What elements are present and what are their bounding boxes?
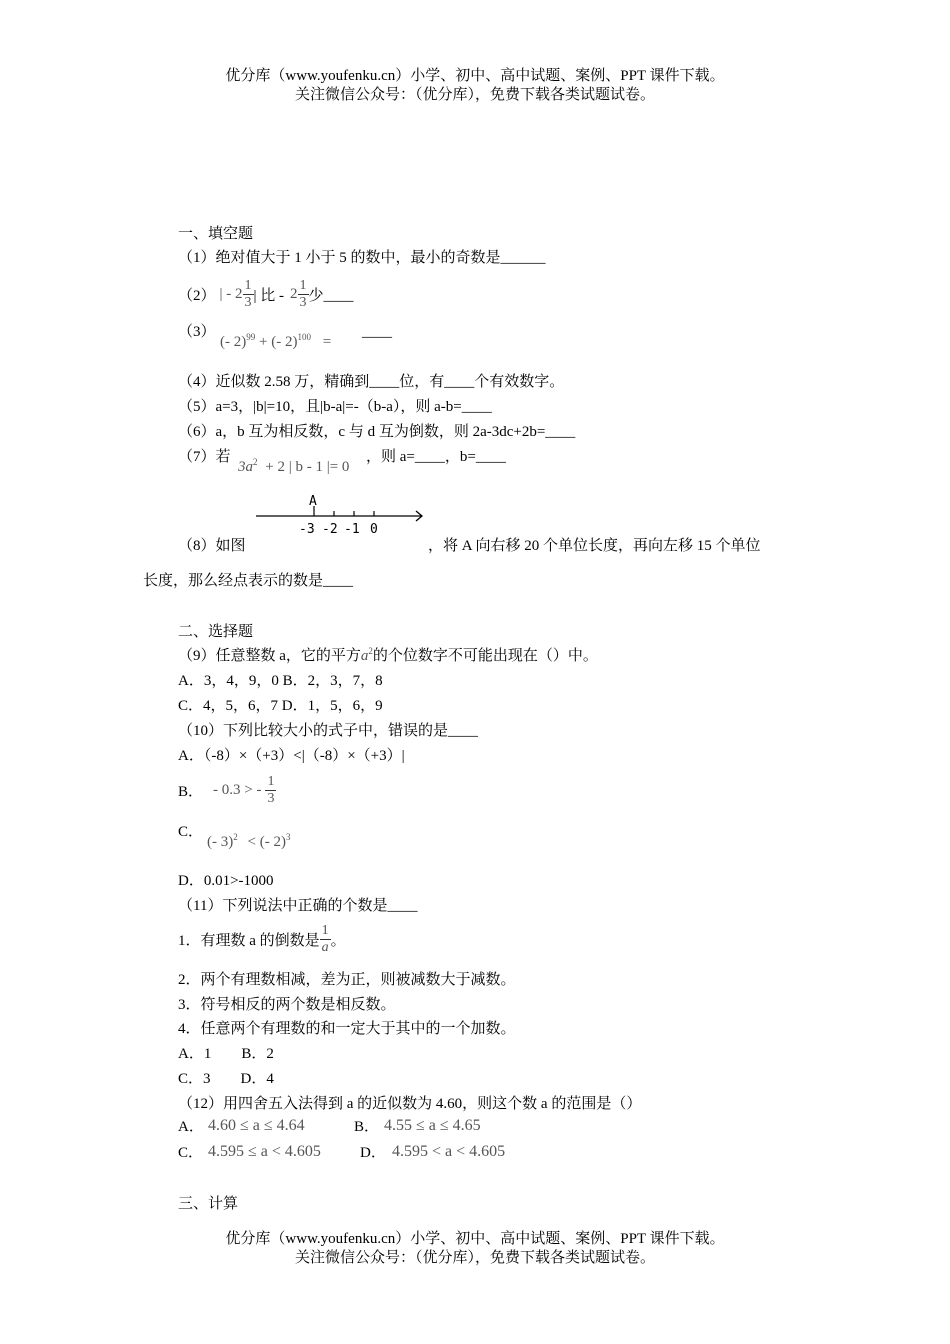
q2-tail: 少____ [308,287,354,304]
question-10-option-d: D．0.01>-1000 [178,873,274,889]
section2-title: 二、选择题 [178,624,254,640]
question-11-options-cd: C．3 D．4 [178,1071,274,1087]
footer-line-1: 优分库（www.youfenku.cn）小学、初中、高中试题、案例、PPT 课件下载。 [225,1231,725,1247]
question-7-label: （7）若 [178,449,231,465]
question-6: （6）a，b 互为相反数，c 与 d 互为倒数，则 2a-3dc+2b=____ [178,424,576,440]
question-3-expression: (- 2)$^{99}$ + (- 2)$^{100}$ = [220,332,332,350]
question-2 [178,272,354,316]
question-4: （4）近似数 2.58 万，精确到____位，有____个有效数字。 [178,374,565,390]
number-line-figure [254,490,428,536]
header-line-1: 优分库（www.youfenku.cn）小学、初中、高中试题、案例、PPT 课件下载。 [225,68,725,84]
section3-title: 三、计算 [178,1196,239,1212]
question-11-statement-3: 3．符号相反的两个数是相反数。 [178,997,396,1013]
question-10-option-a: A．（-8）×（+3）<|（-8）×（+3）| [178,748,405,764]
question-9: （9）任意整数 a，它的平方$a^2$的个位数字不可能出现在（）中。 [178,646,598,664]
question-11-statement-4: 4．任意两个有理数的和一定大于其中的一个加数。 [178,1021,516,1037]
question-9-options-cd: C．4，5，6，7 D．1，5，6，9 [178,698,383,714]
question-12-option-a-expression: 4.60 ≤ a ≤ 4.64 [208,1117,305,1134]
question-3-label: （3） [178,324,216,340]
question-12-option-b-label: B． [354,1119,380,1135]
question-12-option-c-label: C． [178,1145,204,1161]
question-7-expression: $3a^2 + 2$ | b - 1 |= 0 [238,457,350,475]
tick-label-neg3: -3 [299,522,315,536]
question-7-tail: ，则 a=____，b=____ [366,449,506,465]
q2-fraction-1: $\frac{1}{3}$ [244,277,252,310]
q2-abs-prefix: | - 2 [219,285,243,302]
question-10-option-c-expression: (- 3)$^2$ < (- 2)$^3$ [207,832,291,850]
q2-whole-2: 2 [290,285,298,302]
question-12-option-a-label: A． [178,1119,204,1135]
question-10: （10）下列比较大小的式子中，错误的是____ [178,723,479,739]
question-8-label: （8）如图 [178,538,246,554]
question-10-option-b: B． - 0.3 > - $\frac{1}{3}$ [178,773,275,806]
point-a-label: A [309,494,317,509]
question-11: （11）下列说法中正确的个数是____ [178,898,418,914]
question-8-line-2: 长度，那么经点表示的数是____ [143,573,354,589]
question-10-option-c-label: C． [178,824,204,840]
question-3-blank: ____ [362,324,392,340]
question-12-option-d-expression: 4.595 < a < 4.605 [392,1143,506,1160]
question-11-options-ab: A．1 B．2 [178,1046,274,1062]
header-line-2: 关注微信公众号：（优分库），免费下载各类试题试卷。 [294,87,655,103]
question-5: （5）a=3，|b|=10，且|b-a|=-（b-a），则 a-b=____ [178,399,492,415]
question-12-option-c-expression: 4.595 ≤ a < 4.605 [208,1143,321,1160]
q2-fraction-2: $\frac{1}{3}$ [299,277,307,310]
question-11-statement-2: 2．两个有理数相减，差为正，则被减数大于减数。 [178,972,516,988]
q2-label: （2） [178,287,216,304]
section1-title: 一、填空题 [178,226,254,242]
tick-label-neg1: -1 [344,522,360,536]
footer-line-2: 关注微信公众号：（优分库），免费下载各类试题试卷。 [294,1250,655,1266]
tick-label-0: 0 [370,522,378,536]
question-1: （1）绝对值大于 1 小于 5 的数中，最小的奇数是______ [178,250,546,266]
question-9-options-ab: A．3，4，9，0 B．2，3，7，8 [178,673,383,689]
q2-abs-suffix: | 比 - [253,287,285,304]
question-12: （12）用四舍五入法得到 a 的近似数为 4.60，则这个数 a 的范围是（） [178,1096,642,1112]
question-12-option-d-label: D． [360,1145,386,1161]
question-8-tail: ，将 A 向右移 20 个单位长度，再向左移 15 个单位 [428,538,761,554]
tick-label-neg2: -2 [322,522,338,536]
question-12-option-b-expression: 4.55 ≤ a ≤ 4.65 [384,1117,481,1134]
question-11-statement-1: 1．有理数 a 的倒数是 $\frac{1}{a}$ 。 [178,922,346,955]
